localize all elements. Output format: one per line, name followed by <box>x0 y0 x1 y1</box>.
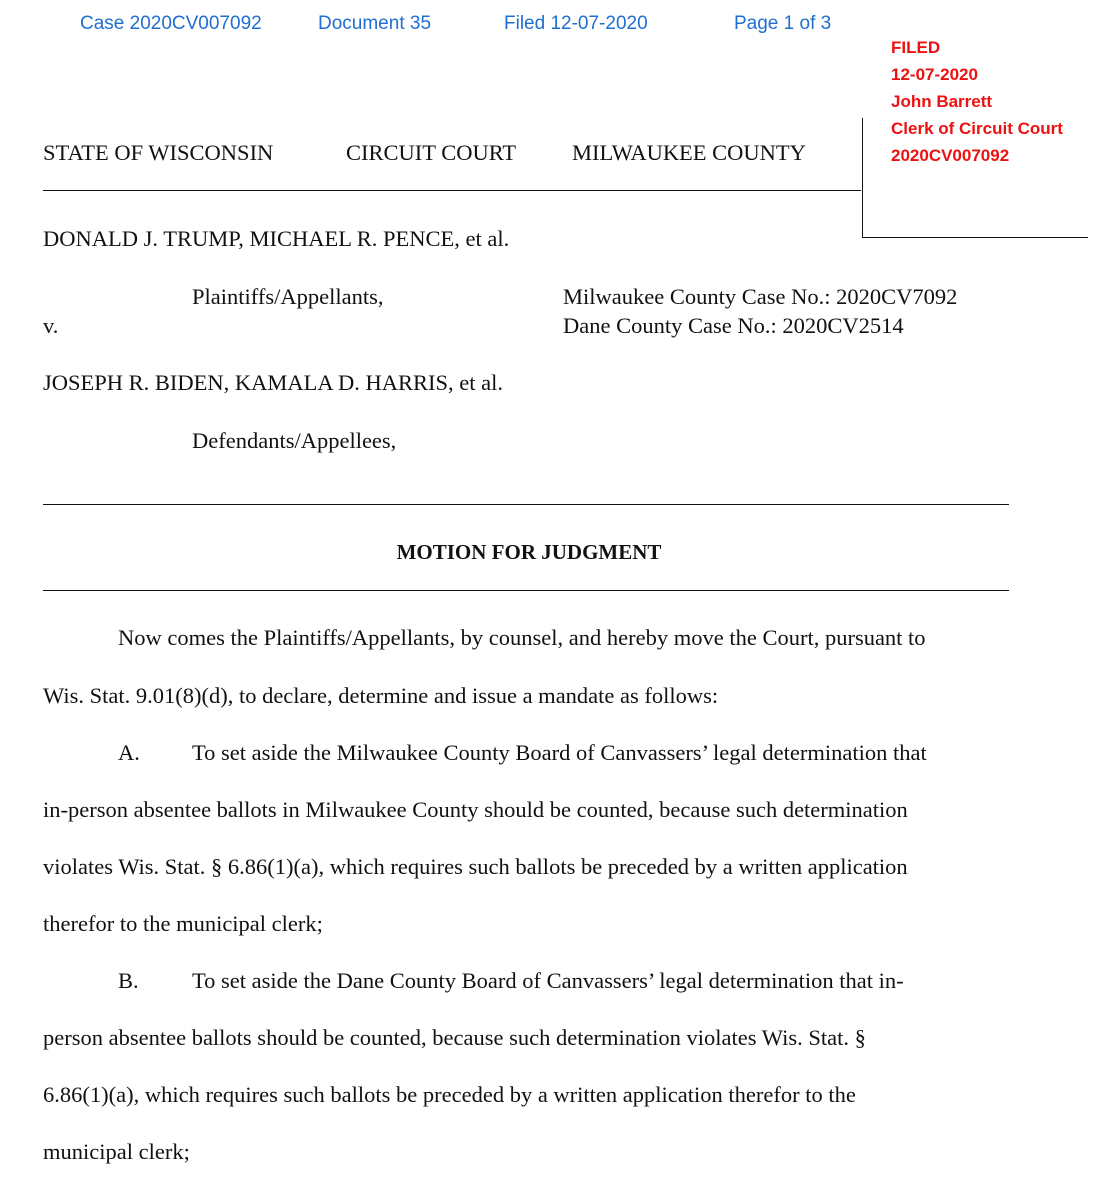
title-top-rule <box>43 504 1009 505</box>
title-bottom-rule <box>43 590 1009 591</box>
stamp-line: 2020CV007092 <box>891 146 1010 165</box>
stamp-line: Clerk of Circuit Court <box>891 119 1063 138</box>
stamp-box-left-border <box>862 118 863 238</box>
defendants-names: JOSEPH R. BIDEN, KAMALA D. HARRIS, et al. <box>43 370 504 395</box>
body-line: 6.86(1)(a), which requires such ballots be preceded by a written application therefor to the <box>43 1082 856 1107</box>
stamp-line: 12-07-2020 <box>891 65 978 84</box>
page-number-header: Page 1 of 3 <box>734 13 832 34</box>
document-number-header: Document 35 <box>318 13 432 34</box>
body-line: violates Wis. Stat. § 6.86(1)(a), which requires such ballots be preceded by a written application <box>43 854 908 879</box>
item-letter: B. <box>118 968 139 993</box>
caption-divider <box>43 190 861 191</box>
body-line: Now comes the Plaintiffs/Appellants, by counsel, and hereby move the Court, pursuant to <box>118 625 926 650</box>
filing-stamp <box>891 34 1063 169</box>
state-label: STATE OF WISCONSIN <box>43 140 274 165</box>
body-line: municipal clerk; <box>43 1139 190 1164</box>
milwaukee-case-number: Milwaukee County Case No.: 2020CV7092 <box>563 284 958 309</box>
versus: v. <box>43 313 59 338</box>
body-line: in-person absentee ballots in Milwaukee County should be counted, because such determination <box>43 797 908 822</box>
court-label: CIRCUIT COURT <box>346 140 517 165</box>
body-line: therefor to the municipal clerk; <box>43 911 323 936</box>
item-letter: A. <box>118 740 140 765</box>
body-line: person absentee ballots should be counted, because such determination violates Wis. Stat. § <box>43 1025 866 1050</box>
item-text: To set aside the Milwaukee County Board of Canvassers’ legal determination that <box>192 740 927 765</box>
item-text: To set aside the Dane County Board of Canvassers’ legal determination that in- <box>192 968 904 993</box>
document-title: MOTION FOR JUDGMENT <box>396 540 662 564</box>
body-line: Wis. Stat. 9.01(8)(d), to declare, determine and issue a mandate as follows: <box>43 683 719 708</box>
case-number-header: Case 2020CV007092 <box>80 13 262 34</box>
filed-date-header: Filed 12-07-2020 <box>504 13 648 34</box>
defendants-role: Defendants/Appellees, <box>192 428 397 453</box>
plaintiffs-role: Plaintiffs/Appellants, <box>192 284 384 309</box>
plaintiffs-names: DONALD J. TRUMP, MICHAEL R. PENCE, et al. <box>43 226 510 251</box>
county-label: MILWAUKEE COUNTY <box>572 140 806 165</box>
dane-case-number: Dane County Case No.: 2020CV2514 <box>563 313 904 338</box>
stamp-line: FILED <box>891 38 941 57</box>
stamp-line: John Barrett <box>891 92 993 111</box>
stamp-box-bottom-border <box>862 237 1088 238</box>
